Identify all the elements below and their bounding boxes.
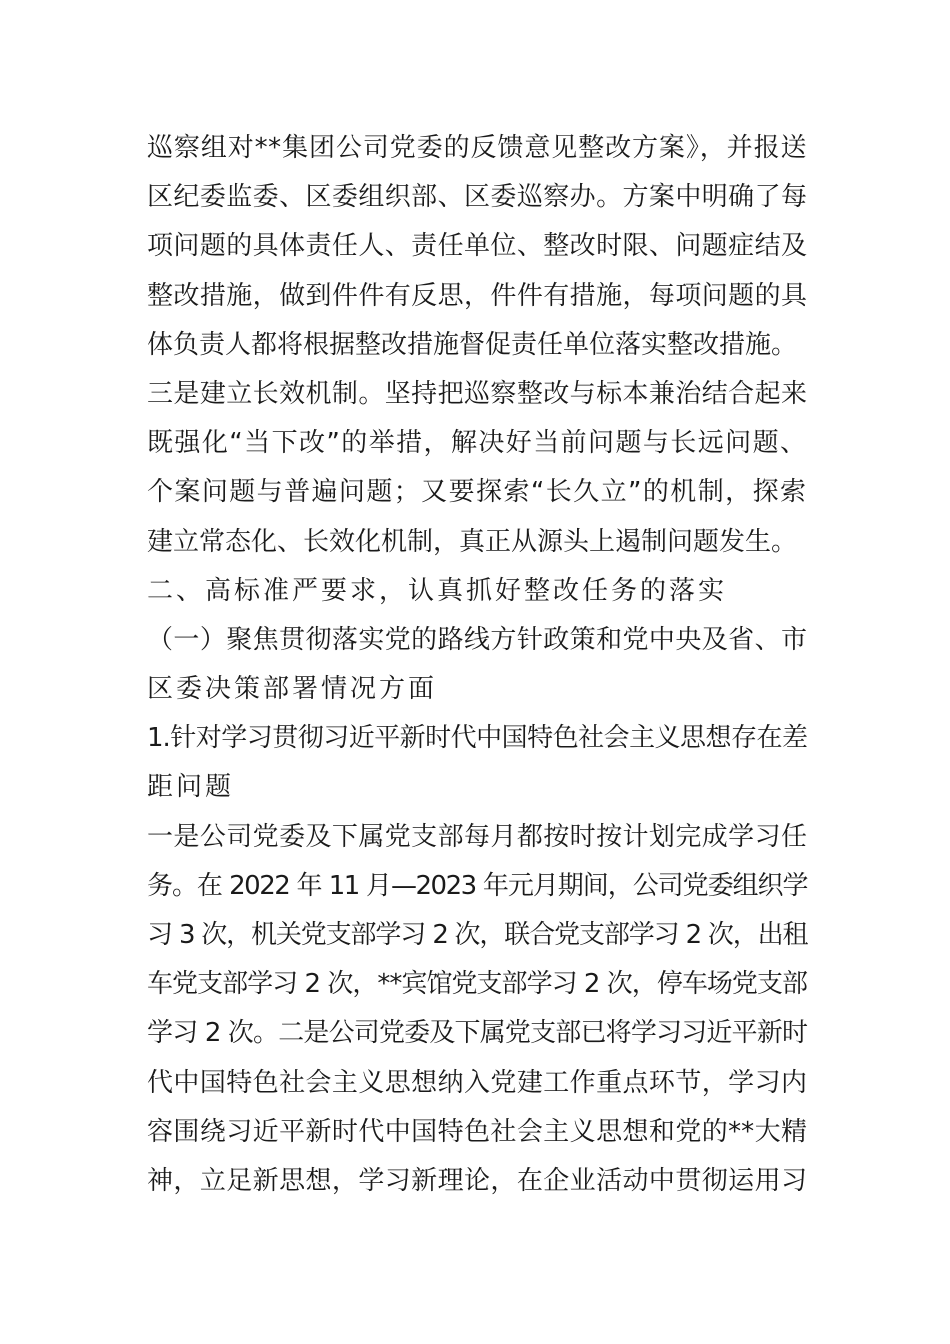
- text-line: 三是建立长效机制。坚持把巡察整改与标本兼治结合起来: [147, 378, 807, 409]
- text-line: 神，立足新思想，学习新理论，在企业活动中贯彻运用习: [147, 1165, 807, 1196]
- text-line: 距问题: [147, 772, 235, 803]
- text-line: 体负责人都将根据整改措施督促责任单位落实整改措施。: [147, 329, 798, 360]
- text-line: 一是公司党委及下属党支部每月都按时按计划完成学习任: [147, 821, 807, 852]
- text-line: 容围绕习近平新时代中国特色社会主义思想和党的**大精: [147, 1116, 807, 1147]
- text-line: （一）聚焦贯彻落实党的路线方针政策和党中央及省、市: [147, 624, 807, 655]
- text-line: 务。在 2022 年 11 月—2023 年元月期间，公司党委组织学: [147, 870, 807, 901]
- text-line: 车党支部学习 2 次，**宾馆党支部学习 2 次，停车场党支部: [147, 969, 807, 1000]
- text-line: 建立常态化、长效化机制，真正从源头上遏制问题发生。: [147, 526, 798, 557]
- text-line: 习 3 次，机关党支部学习 2 次，联合党支部学习 2 次，出租: [147, 920, 807, 950]
- text-line: 区纪委监委、区委组织部、区委巡察办。方案中明确了每: [147, 182, 807, 213]
- text-line: 1.针对学习贯彻习近平新时代中国特色社会主义思想存在差: [147, 723, 807, 754]
- text-line: 巡察组对**集团公司党委的反馈意见整改方案》，并报送: [147, 133, 807, 163]
- text-line: 学习 2 次。二是公司党委及下属党支部已将学习习近平新时: [147, 1018, 807, 1049]
- text-line: 整改措施，做到件件有反思，件件有措施，每项问题的具: [147, 280, 807, 311]
- text-line: 既强化“当下改”的举措，解决好当前问题与长远问题、: [147, 428, 807, 459]
- document-body: [147, 124, 807, 1206]
- text-line: 区委决策部署情况方面: [147, 674, 438, 705]
- text-line: 项问题的具体责任人、责任单位、整改时限、问题症结及: [147, 231, 807, 262]
- text-line: 二、高标准严要求，认真抓好整改任务的落实: [147, 575, 728, 606]
- text-line: 代中国特色社会主义思想纳入党建工作重点环节，学习内: [147, 1067, 807, 1098]
- text-line: 个案问题与普遍问题；又要探索“长久立”的机制，探索: [147, 477, 807, 508]
